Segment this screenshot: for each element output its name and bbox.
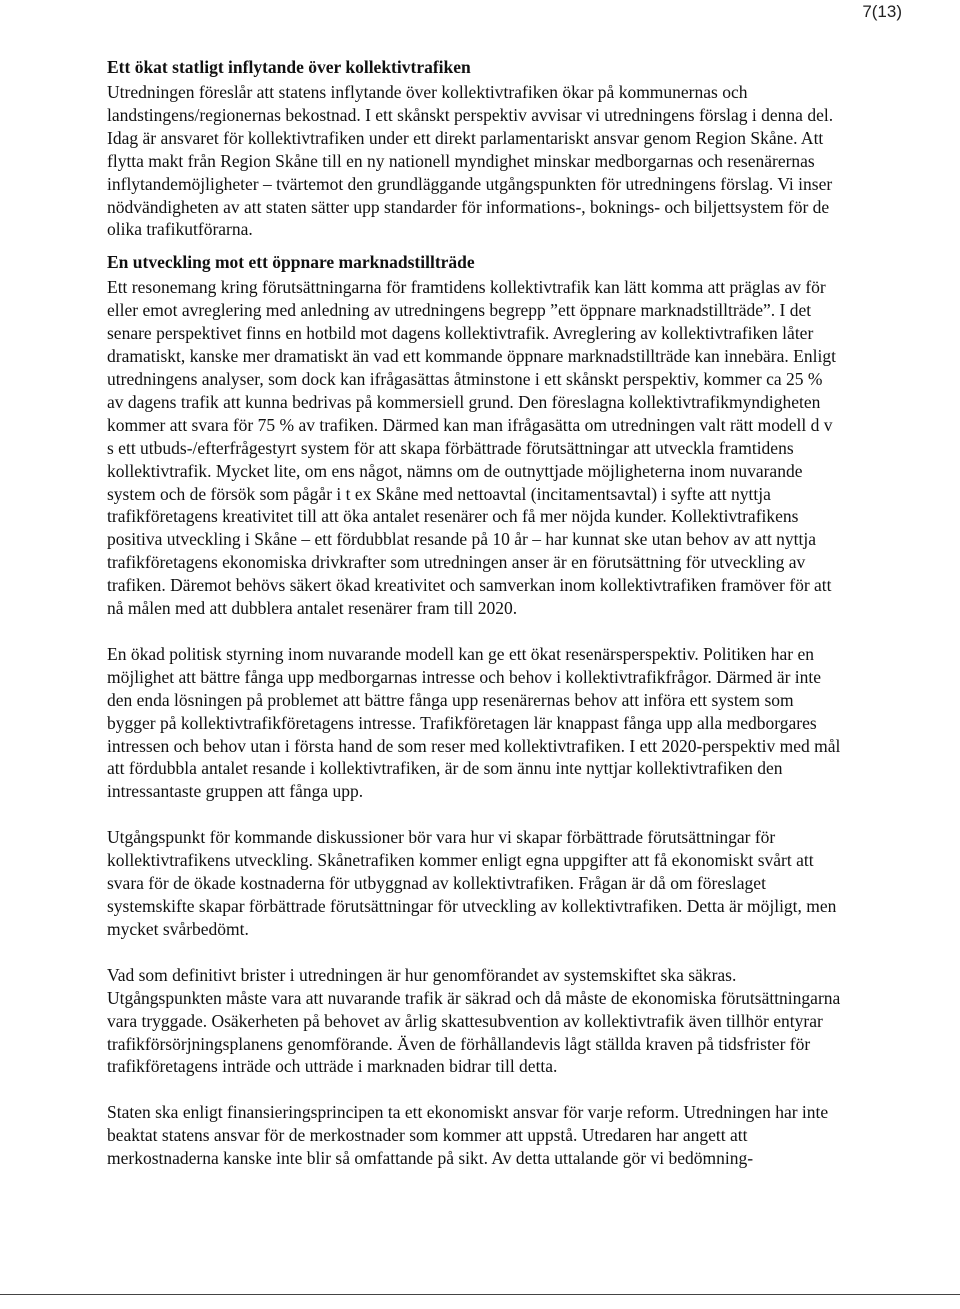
paragraph: Vad som definitivt brister i utredningen är hur genomförandet av systemskiftet ska säkras. Utgångspunkten måste vara att nuvarande trafik är säkrad och då måste de ekonomiska förutsättningarna vara tryggade. Osäkerheten på behovet av årlig skattesubvention av kollektivtrafik även tillhör entyrar trafikförsörjningsplanens genomförande. Även de förhållandevis lågt ställda kraven på tidsfrister för trafikföretagens inträde och utträde i marknaden bidrar till detta. bbox=[107, 964, 841, 1077]
paragraph: Utgångspunkt för kommande diskussioner bör vara hur vi skapar förbättrade förutsättningar för kollektivtrafikens utveckling. Skånetrafiken kommer enligt egna uppgifter att få ekonomiskt svårt att svara för de ökade kostnaderna för utbyggnad av kollektivtrafiken. Frågan är då om föreslaget systemskifte skapar förbättrade förutsättningar för utveckling av kollektivtrafiken. Detta är möjligt, men mycket svårbedömt. bbox=[107, 827, 837, 939]
paragraph: Utredningen föreslår att statens inflytande över kollektivtrafiken ökar på kommunernas och landstingens/regionernas bekostnad. I ett skånskt perspektiv avvisar vi utredningens förslag i denna del. Idag är ansvaret för kollektivtrafiken under ett direkt parlamentariskt ansvar genom Region Skåne. Att flytta makt från Region Skåne till en ny nationell myndighet minskar medborgarnas och resenärernas inflytandemöjligheter – tvärtemot den grundläggande utgångspunkten för utredningens förslag. Vi inser nödvändigheten av att staten sätter upp standarder för informations-, boknings- och biljettsystem för de olika trafikutförarna. bbox=[107, 82, 834, 240]
section-heading-statligt-inflytande: Ett ökat statligt inflytande över kollektivtrafiken bbox=[107, 57, 471, 77]
footer-divider bbox=[0, 1294, 960, 1295]
page-number: 7(13) bbox=[862, 2, 902, 21]
paragraph: Ett resonemang kring förutsättningarna för framtidens kollektivtrafik kan lätt komma att präglas av för eller emot avreglering med anledning av utredningens begrepp ”ett öppnare marknadstillträde”. I det senare perspektivet finns en hotbild mot dagens kollektivtrafik. Avreglering av kollektivtrafiken låter dramatiskt, kanske mer dramatiskt än vad ett kommande öppnare marknadstillträde kan innebära. Enligt utredningens analyser, som dock kan ifrågasättas åtminstone i ett skånskt perspektiv, kommer ca 25 % av dagens trafik att kunna bedrivas på kommersiell grund. Den föreslagna kollektivtrafikmyndigheten kommer att svara för 75 % av trafiken. Därmed kan man ifrågasätta om utredningen valt rätt modell d v s ett utbuds-/efterfrågestyrt system för att skapa förbättrade förutsättningar att utveckla framtidens kollektivtrafik. Mycket lite, om ens något, nämns om de outnyttjade möjligheterna inom nuvarande system och de försök som pågår i t ex Skåne med nettoavtal (incitamentsavtal) i syfte att nyttja trafikföretagens kreativitet till att öka antalet resenärer och få mer nöjda kunder. Kollektivtrafikens positiva utveckling i Skåne – ett fördubblat resande på 10 år – har kunnat ske utan behov av att nyttja trafikföretagens ekonomiska drivkrafter som utredningen anser är en förutsättning för utveckling av trafiken. Däremot behövs säkert ökad kreativitet och samverkan inom kollektivtrafiken framöver för att nå målen med att dubblera antalet resenärer fram till 2020. bbox=[107, 277, 836, 619]
paragraph: Staten ska enligt finansieringsprincipen ta ett ekonomiskt ansvar för varje reform. Utredningen har inte beaktat statens ansvar för de merkostnader som kommer att uppstå. Utredaren har angett att merkostnaderna kanske inte blir så omfattande på sikt. Av detta uttalande gör vi bedömning- bbox=[107, 1102, 829, 1169]
paragraph: En ökad politisk styrning inom nuvarande modell kan ge ett ökat resenärsperspektiv. Politiken har en möjlighet att bättre fånga upp medborgarnas intresse och behov i kollektivtrafikfrågor. Därmed är inte den enda lösningen på problemet att bättre fånga upp resenärernas behov att införa ett system som bygger på kollektivtrafikföretagens intresse. Trafikföretagen lär knappast fånga upp alla medborgares intressen och behov utan i första hand de som reser med kollektivtrafiken. I ett 2020-perspektiv med mål att fördubbla antalet resande i kollektivtrafiken, är de som ännu inte nyttjar kollektivtrafiken den intressantaste gruppen att fånga upp. bbox=[107, 643, 841, 802]
section-heading-marknadstilltrade: En utveckling mot ett öppnare marknadstillträde bbox=[107, 252, 475, 273]
document-body bbox=[107, 56, 841, 1170]
